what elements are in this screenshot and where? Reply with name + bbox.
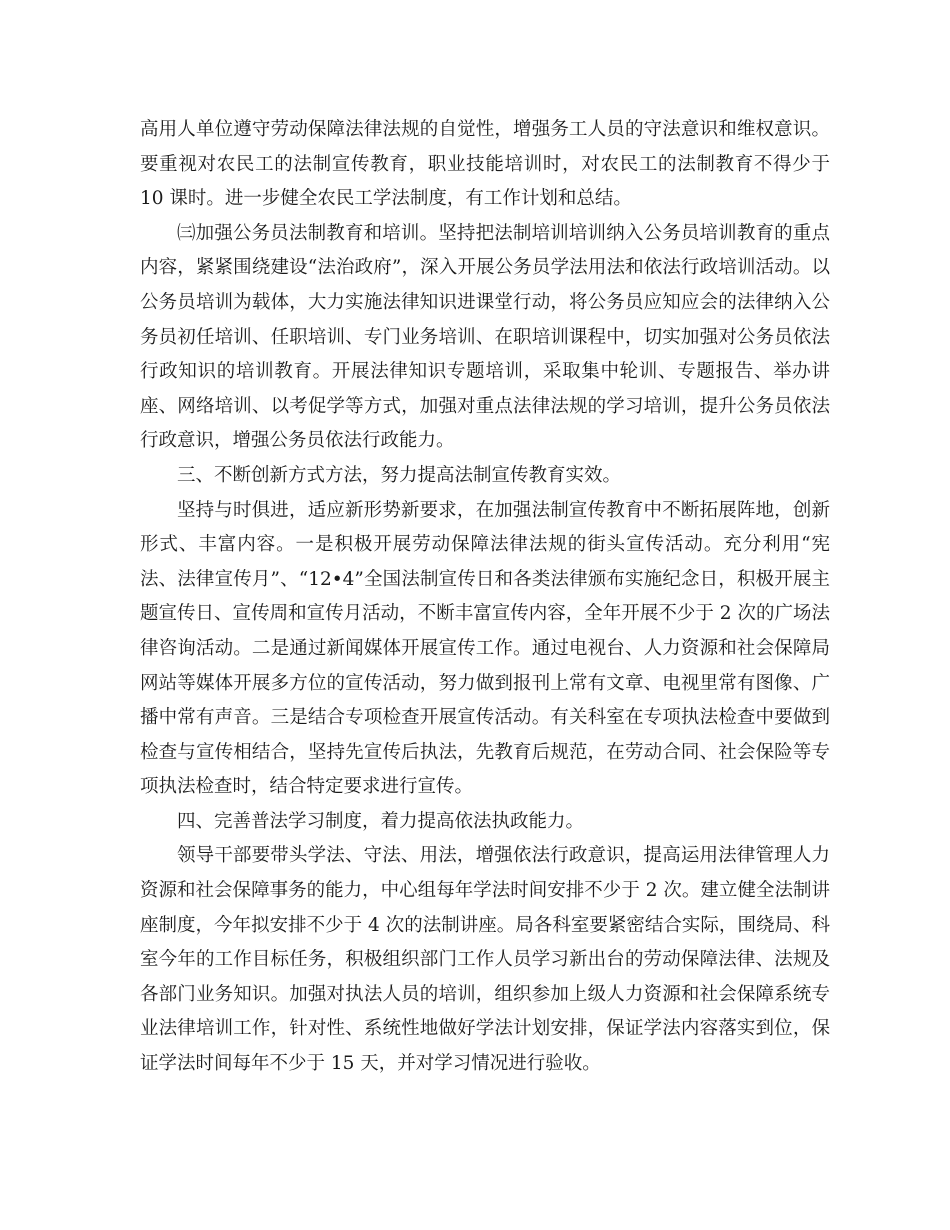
- paragraph-civil-servant-training: ㈢加强公务员法制教育和培训。坚持把法制培训培训纳入公务员培训教育的重点内容，紧紧围绕建设“法治政府”，深入开展公务员学法用法和依法行政培训活动。以公务员培训为载体，大力实施法律知识进课堂行动，将公务员应知应会的法律纳入公务员初任培训、任职培训、专门业务培训、在职培训课程中，切实加强对公务员依法行政知识的培训教育。开展法律知识专题培训，采取集中轮训、专题报告、举办讲座、网络培训、以考促学等方式，加强对重点法律法规的学习培训，提升公务员依法行政意识，增强公务员依法行政能力。: [140, 222, 830, 452]
- section-heading-three: 三、不断创新方式方法，努力提高法制宣传教育实效。: [177, 464, 622, 486]
- document-body: [140, 113, 830, 1082]
- paragraph-innovation-methods: 坚持与时俱进，适应新形势新要求，在加强法制宣传教育中不断拓展阵地，创新形式、丰富内容。一是积极开展劳动保障法律法规的街头宣传活动。充分利用“宪法、法律宣传月”、“12•4”全国法制宣传日和各类法律颁布实施纪念日，积极开展主题宣传日、宣传周和宣传月活动，不断丰富宣传内容，全年开展不少于 2 次的广场法律咨询活动。二是通过新闻媒体开展宣传工作。通过电视台、人力资源和社会保障局网站等媒体开展多方位的宣传活动，努力做到报刊上常有文章、电视里常有图像、广播中常有声音。三是结合专项检查开展宣传活动。有关科室在专项执法检查中要做到检查与宣传相结合，坚持先宣传后执法，先教育后规范，在劳动合同、社会保险等专项执法检查时，结合特定要求进行宣传。: [140, 499, 830, 798]
- paragraph-leader-study: 领导干部要带头学法、守法、用法，增强依法行政意识，提高运用法律管理人力资源和社会保障事务的能力，中心组每年学法时间安排不少于 2 次。建立健全法制讲座制度，今年拟安排不少于 4 次的法制讲座。局各科室要紧密结合实际，围绕局、科室今年的工作目标任务，积极组织部门工作人员学习新出台的劳动保障法律、法规及各部门业务知识。加强对执法人员的培训，组织参加上级人力资源和社会保障系统专业法律培训工作，针对性、系统性地做好学法计划安排，保证学法内容落实到位，保证学法时间每年不少于 15 天，并对学习情况进行验收。: [140, 845, 830, 1075]
- section-heading-four: 四、完善普法学习制度，着力提高依法执政能力。: [177, 810, 585, 832]
- paragraph-worker-education: 高用人单位遵守劳动保障法律法规的自觉性，增强务工人员的守法意识和维权意识。要重视对农民工的法制宣传教育，职业技能培训时，对农民工的法制教育不得少于 10 课时。进一步健全农民工学法制度，有工作计划和总结。: [140, 119, 830, 210]
